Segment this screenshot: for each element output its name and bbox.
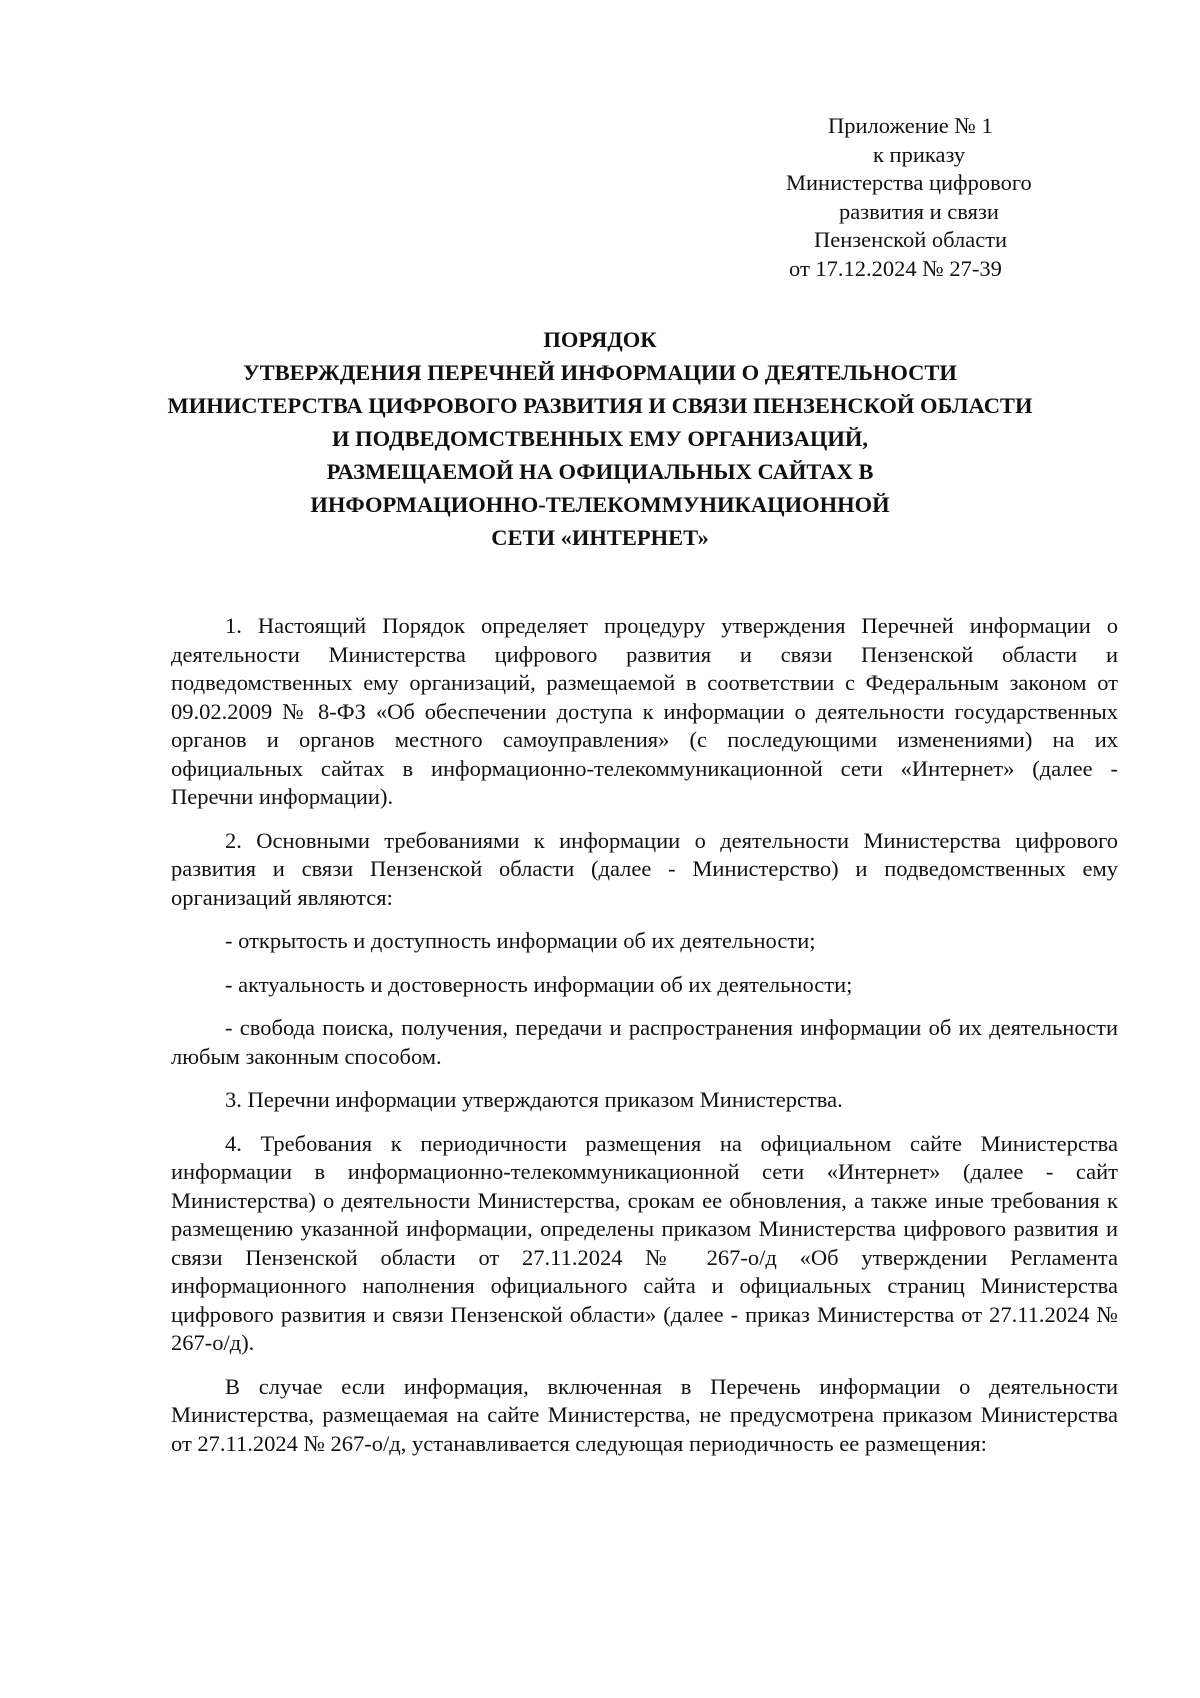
title-line: РАЗМЕЩАЕМОЙ НА ОФИЦИАЛЬНЫХ САЙТАХ В: [326, 459, 874, 484]
title-line: УТВЕРЖДЕНИЯ ПЕРЕЧНЕЙ ИНФОРМАЦИИ О ДЕЯТЕЛЬНОСТИ: [243, 360, 957, 385]
title-line: ПОРЯДОК: [543, 327, 657, 352]
paragraph-4: 4. Требования к периодичности размещения на официальном сайте Министерства информации в информационно-телекоммуникационной сети «Интернет» (далее - сайт Министерства) о деятельности Министерства, срокам ее обновления, а также иные требования к размещению указанной информации, определены приказом Министерства цифрового развития и связи Пензенской области от 27.11.2024 № 267-о/д «Об утверждении Регламента информационного наполнения официального сайта и официальных страниц Министерства цифрового развития и связи Пензенской области» (далее - приказ Министерства от 27.11.2024 № 267-о/д).: [171, 1130, 1118, 1355]
paragraph-1: 1. Настоящий Порядок определяет процедуру утверждения Перечней информации о деятельности Министерства цифрового развития и связи Пензенской области и подведомственных ему организаций, размещаемой в соответствии с Федеральным законом от 09.02.2009 № 8-ФЗ «Об обеспечении доступа к информации о деятельности государственных органов и органов местного самоуправления» (с последующими изменениями) на их официальных сайтах в информационно-телекоммуникационной сети «Интернет» (далее - Перечни информации).: [171, 613, 1118, 809]
title-line: МИНИСТЕРСТВА ЦИФРОВОГО РАЗВИТИЯ И СВЯЗИ ПЕНЗЕНСКОЙ ОБЛАСТИ: [167, 393, 1033, 418]
title-line: СЕТИ «ИНТЕРНЕТ»: [491, 525, 709, 550]
title-line: ИНФОРМАЦИОННО-ТЕЛЕКОММУНИКАЦИОННОЙ: [310, 492, 890, 517]
paragraph-3: 3. Перечни информации утверждаются приказом Министерства.: [225, 1087, 843, 1112]
paragraph-2: 2. Основными требованиями к информации о деятельности Министерства цифрового развития и связи Пензенской области (далее - Министерство) и подведомственных ему организаций являются:: [171, 827, 1118, 910]
appendix-line: Пензенской области: [814, 227, 1008, 252]
appendix-block: [760, 112, 1100, 283]
appendix-line: от 17.12.2024 № 27-39: [789, 255, 1002, 281]
document-title: [100, 323, 1100, 554]
appendix-line: развития и связи: [839, 198, 999, 224]
title-line: И ПОДВЕДОМСТВЕННЫХ ЕМУ ОРГАНИЗАЦИЙ,: [332, 426, 868, 451]
list-item: - открытость и доступность информации об их деятельности;: [225, 928, 816, 953]
list-item: - актуальность и достоверность информации об их деятельности;: [225, 971, 853, 997]
list-item: - свобода поиска, получения, передачи и распространения информации об их деятельности любым законным способом.: [171, 1015, 1118, 1069]
appendix-line: к приказу: [873, 141, 966, 167]
appendix-line: Приложение № 1: [828, 113, 993, 138]
document-body: [171, 612, 1118, 1473]
paragraph-5: В случае если информация, включенная в Перечень информации о деятельности Министерства, размещаемая на сайте Министерства, не предусмотрена приказом Министерства от 27.11.2024 № 267-о/д, устанавливается следующая периодичность ее размещения:: [171, 1373, 1118, 1456]
appendix-line: Министерства цифрового: [786, 170, 1032, 195]
